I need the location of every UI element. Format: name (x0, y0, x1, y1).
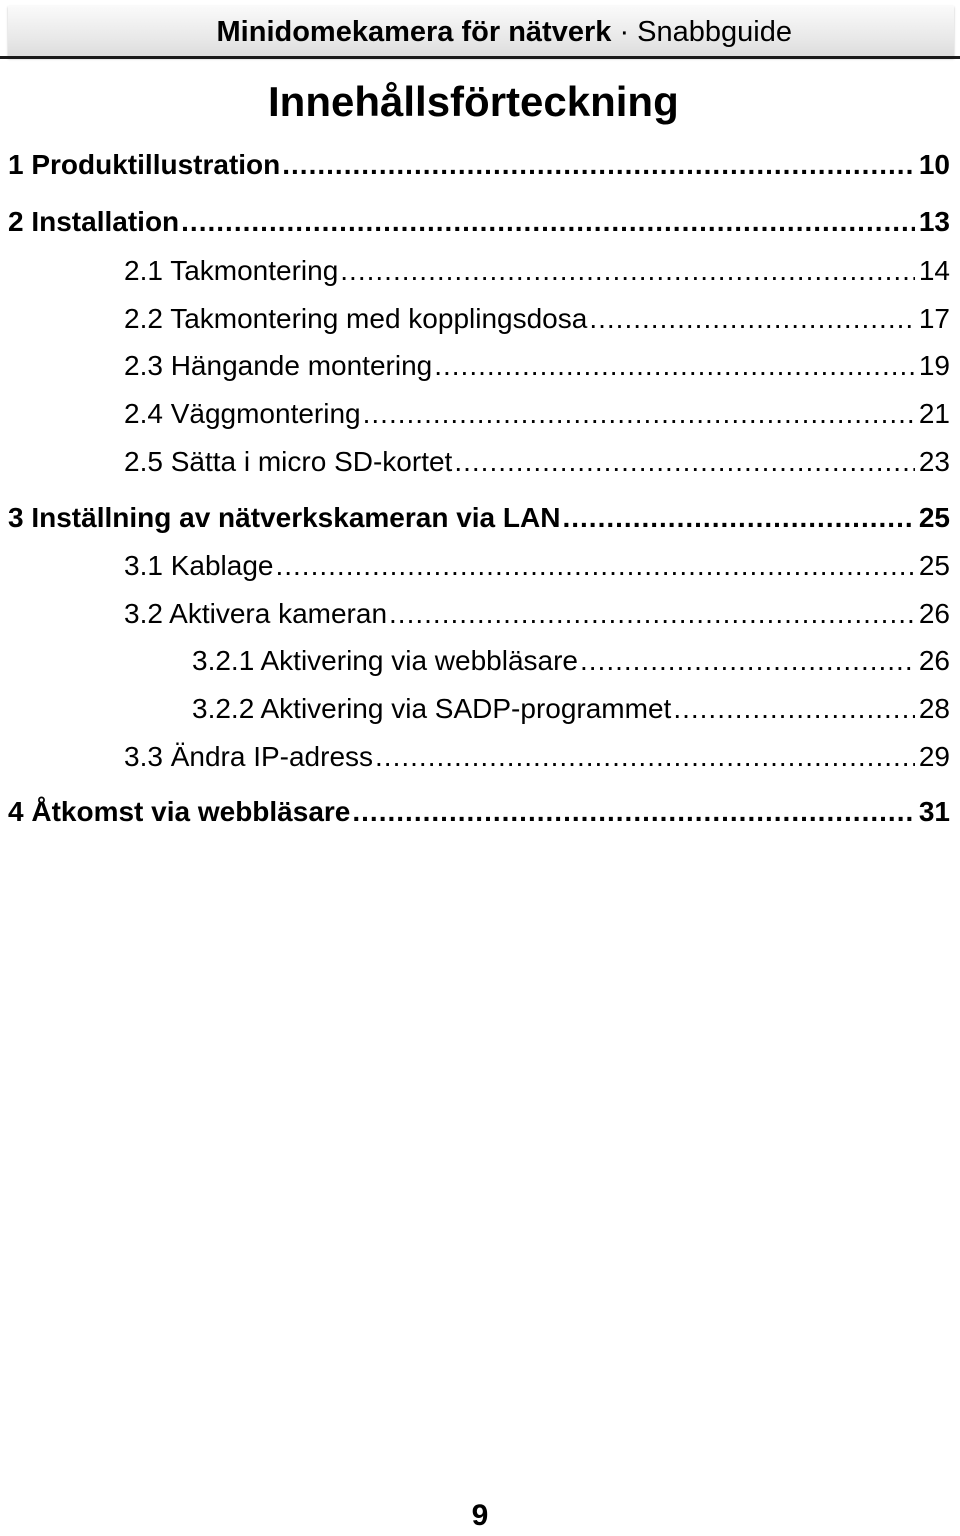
toc-entry-text: 3 Inställning av nätverkskameran via LAN (8, 502, 561, 533)
header-title-bold: Minidomekamera för nätverk (216, 16, 612, 48)
toc-entry[interactable] (124, 346, 950, 386)
toc-entry-page: 17 (918, 303, 950, 334)
toc-entry[interactable] (124, 594, 950, 634)
toc-leader-dots (434, 346, 915, 386)
toc-title: Innehållsförteckning (268, 78, 679, 125)
toc-entry[interactable] (124, 442, 950, 482)
toc-entry[interactable] (124, 251, 950, 291)
toc-leader-dots (589, 299, 915, 339)
toc-entry-text: 4 Åtkomst via webbläsare (8, 796, 351, 827)
toc-entry-page: 14 (918, 255, 950, 286)
toc-leader-dots (340, 251, 915, 291)
toc-entry[interactable] (192, 641, 950, 681)
toc-entry-text: 3.3 Ändra IP-adress (124, 741, 374, 772)
toc-entry-text: 3.1 Kablage (124, 550, 274, 581)
toc-entry-text: 1 Produktillustration (8, 149, 281, 180)
toc-entry[interactable] (124, 299, 950, 339)
toc-entry-page: 26 (918, 598, 950, 629)
header-separator: · (619, 16, 630, 48)
toc-entry-page: 10 (918, 149, 950, 180)
toc-entry[interactable] (8, 792, 950, 832)
toc-leader-dots (363, 394, 915, 434)
toc-entry[interactable] (8, 498, 950, 538)
toc-entry-page: 29 (918, 741, 950, 772)
toc-entry[interactable] (124, 394, 950, 434)
toc-entry-page: 26 (918, 645, 950, 676)
toc-leader-dots (580, 641, 915, 681)
header-title-light: Snabbguide (637, 16, 792, 48)
toc-entry[interactable] (8, 145, 950, 185)
toc-leader-dots (562, 498, 914, 538)
toc-entry-text: 2.5 Sätta i micro SD-kortet (124, 446, 453, 477)
toc-entry-text: 2.2 Takmontering med kopplingsdosa (124, 303, 588, 334)
toc-entry-page: 13 (918, 206, 950, 237)
toc-entry-page: 25 (918, 502, 950, 533)
page-number: 9 (471, 1499, 489, 1532)
toc-entry-text: 2.4 Väggmontering (124, 398, 361, 429)
toc-entry-page: 19 (918, 350, 950, 381)
toc-entry[interactable] (192, 689, 950, 729)
toc-entry-page: 31 (918, 796, 950, 827)
toc-entry[interactable] (124, 546, 950, 586)
toc-leader-dots (375, 737, 915, 777)
toc-entry-text: 2.3 Hängande montering (124, 350, 433, 381)
toc-entry-page: 28 (918, 693, 950, 724)
toc-entry-text: 2.1 Takmontering (124, 255, 339, 286)
toc-leader-dots (181, 202, 915, 242)
toc-entry-page: 21 (918, 398, 950, 429)
toc-entry-page: 25 (918, 550, 950, 581)
toc-leader-dots (352, 792, 914, 832)
toc-leader-dots (389, 594, 915, 634)
toc-entry-text: 2 Installation (8, 206, 180, 237)
toc-entry[interactable] (124, 737, 950, 777)
toc-entry-text: 3.2.2 Aktivering via SADP-programmet (192, 693, 672, 724)
toc-entry[interactable] (8, 202, 950, 242)
toc-leader-dots (673, 689, 915, 729)
toc-entry-page: 23 (918, 446, 950, 477)
toc-leader-dots (282, 145, 915, 185)
toc-entry-text: 3.2 Aktivera kameran (124, 598, 388, 629)
toc-entry-text: 3.2.1 Aktivering via webbläsare (192, 645, 578, 676)
toc-leader-dots (275, 546, 914, 586)
toc-leader-dots (454, 442, 915, 482)
